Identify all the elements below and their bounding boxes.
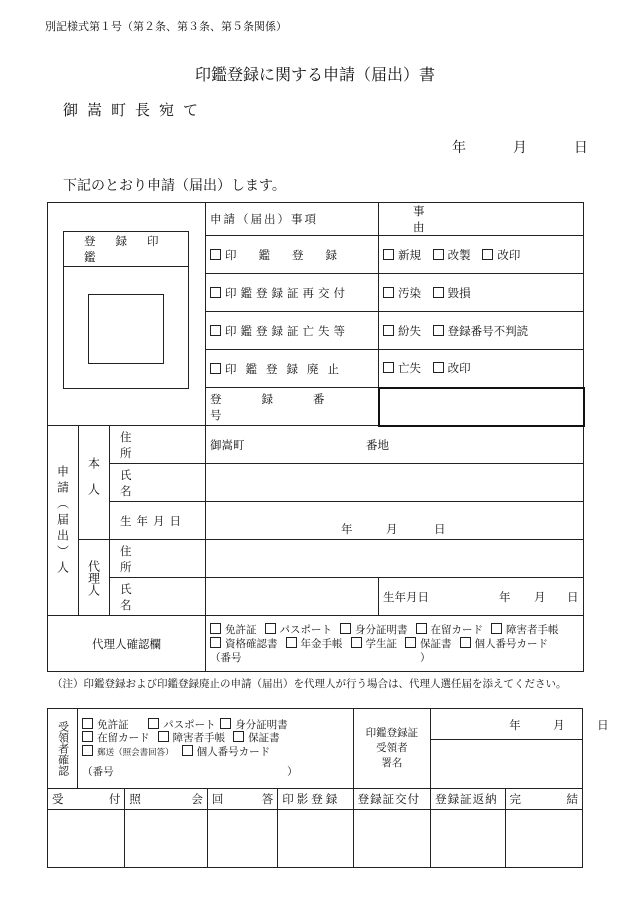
process-cell[interactable] [125,810,207,868]
day-label: 日 [573,140,588,156]
checkbox[interactable] [405,637,416,648]
checkbox[interactable] [433,249,444,260]
checkbox[interactable] [148,718,159,729]
application-table [47,202,585,672]
agent-name-field[interactable] [206,578,379,616]
process-cell[interactable] [505,810,583,868]
checkbox[interactable] [210,363,221,374]
signature-field[interactable]: 年 月 日 [431,709,583,789]
checkbox[interactable] [210,287,221,298]
process-header: 完 結 [505,789,583,810]
checkbox[interactable] [433,325,444,336]
seal-area [48,203,206,426]
year-label: 年 [452,140,466,156]
process-cell[interactable] [48,810,125,868]
checkbox[interactable] [433,362,444,373]
process-header: 回 答 [207,789,277,810]
checkbox[interactable] [210,325,221,336]
receipt-label: 受領者確認 [48,709,78,789]
application-date [452,137,588,157]
receipt-options: 免許証 パスポート 身分証明書 在留カード 障害者手帳 保証書 郵送（照会書回答） 個人番号カード （番号 ） [78,709,354,789]
regno-field[interactable] [379,388,584,426]
checkbox[interactable] [460,637,471,648]
checkbox[interactable] [82,731,93,742]
dob-label: 生年月日 [110,502,206,540]
self-group: 本人 [79,426,110,540]
reason-row: 新規 改製 改印 [379,236,584,274]
checkbox[interactable] [491,623,502,634]
apply-row[interactable]: 印鑑登録廃止 [206,350,379,388]
seal-stamp-box[interactable] [88,294,164,364]
name-label: 氏名 [110,464,206,502]
process-cell[interactable] [207,810,277,868]
checkbox[interactable] [351,637,362,648]
note-text: （注）印鑑登録および印鑑登録廃止の申請（届出）を代理人が行う場合は、代理人選任届を添えてください。 [52,678,567,690]
agent-group: 代理人 [79,540,110,616]
process-header: 登録証交付 [353,789,430,810]
checkbox[interactable] [433,287,444,298]
regno-label: 登録番号 [206,388,379,426]
seal-frame [63,231,189,389]
addressee: 御嵩町長宛て [63,101,208,119]
checkbox[interactable] [265,623,276,634]
checkbox[interactable] [233,731,244,742]
checkbox[interactable] [340,623,351,634]
lead-text: 下記のとおり申請（届出）します。 [63,178,286,194]
process-cell[interactable] [353,810,430,868]
apply-row[interactable]: 印鑑登録証亡失等 [206,312,379,350]
apply-row[interactable]: 印鑑登録 [206,236,379,274]
process-header: 印影登録 [278,789,353,810]
dob-field[interactable]: 年 月 日 [206,502,584,540]
checkbox[interactable] [82,718,93,729]
reason-row: 亡失 改印 [379,350,584,388]
address-label: 住所 [110,426,206,464]
month-label: 月 [512,140,527,156]
reason-row: 汚染 毀損 [379,274,584,312]
name-field[interactable] [206,464,584,502]
office-table [47,708,609,868]
checkbox[interactable] [482,249,493,260]
apply-row[interactable]: 印鑑登録証再交付 [206,274,379,312]
checkbox[interactable] [82,745,93,756]
form-number: 別記様式第１号（第２条、第３条、第５条関係） [45,20,287,33]
agent-address-label: 住所 [110,540,206,578]
checkbox[interactable] [286,637,297,648]
checkbox[interactable] [383,325,394,336]
checkbox[interactable] [383,287,394,298]
signature-label: 印鑑登録証 受領者 署名 [353,709,430,789]
agent-dob-field[interactable]: 生年月日 年 月 日 [379,578,584,616]
checkbox[interactable] [383,362,394,373]
process-cell[interactable] [278,810,353,868]
reason-row: 紛失 登録番号不判読 [379,312,584,350]
agent-check-options: 免許証 パスポート 身分証明書 在留カード 障害者手帳 資格確認書 年金手帳 学生証 保証書 個人番号カード （番号 ） [206,616,584,672]
checkbox[interactable] [210,637,221,648]
process-header: 受 付 [48,789,125,810]
applicant-group: 申請（届出）人 [48,426,79,616]
seal-label: 登録印鑑 [64,232,188,267]
checkbox[interactable] [158,731,169,742]
checkbox[interactable] [220,718,231,729]
checkbox[interactable] [182,745,193,756]
agent-check-label: 代理人確認欄 [48,616,206,672]
apply-header: 申請（届出）事項 [206,203,379,236]
checkbox[interactable] [416,623,427,634]
checkbox[interactable] [210,249,221,260]
checkbox[interactable] [383,249,394,260]
process-header: 登録証返納 [431,789,505,810]
agent-name-label: 氏名 [110,578,206,616]
page-title: 印鑑登録に関する申請（届出）書 [194,65,435,84]
checkbox[interactable] [210,623,221,634]
process-cell[interactable] [431,810,505,868]
agent-address-field[interactable] [206,540,584,578]
process-header: 照 会 [125,789,207,810]
reason-header: 事由 [379,203,584,236]
address-field[interactable]: 御嵩町 番地 [206,426,584,464]
